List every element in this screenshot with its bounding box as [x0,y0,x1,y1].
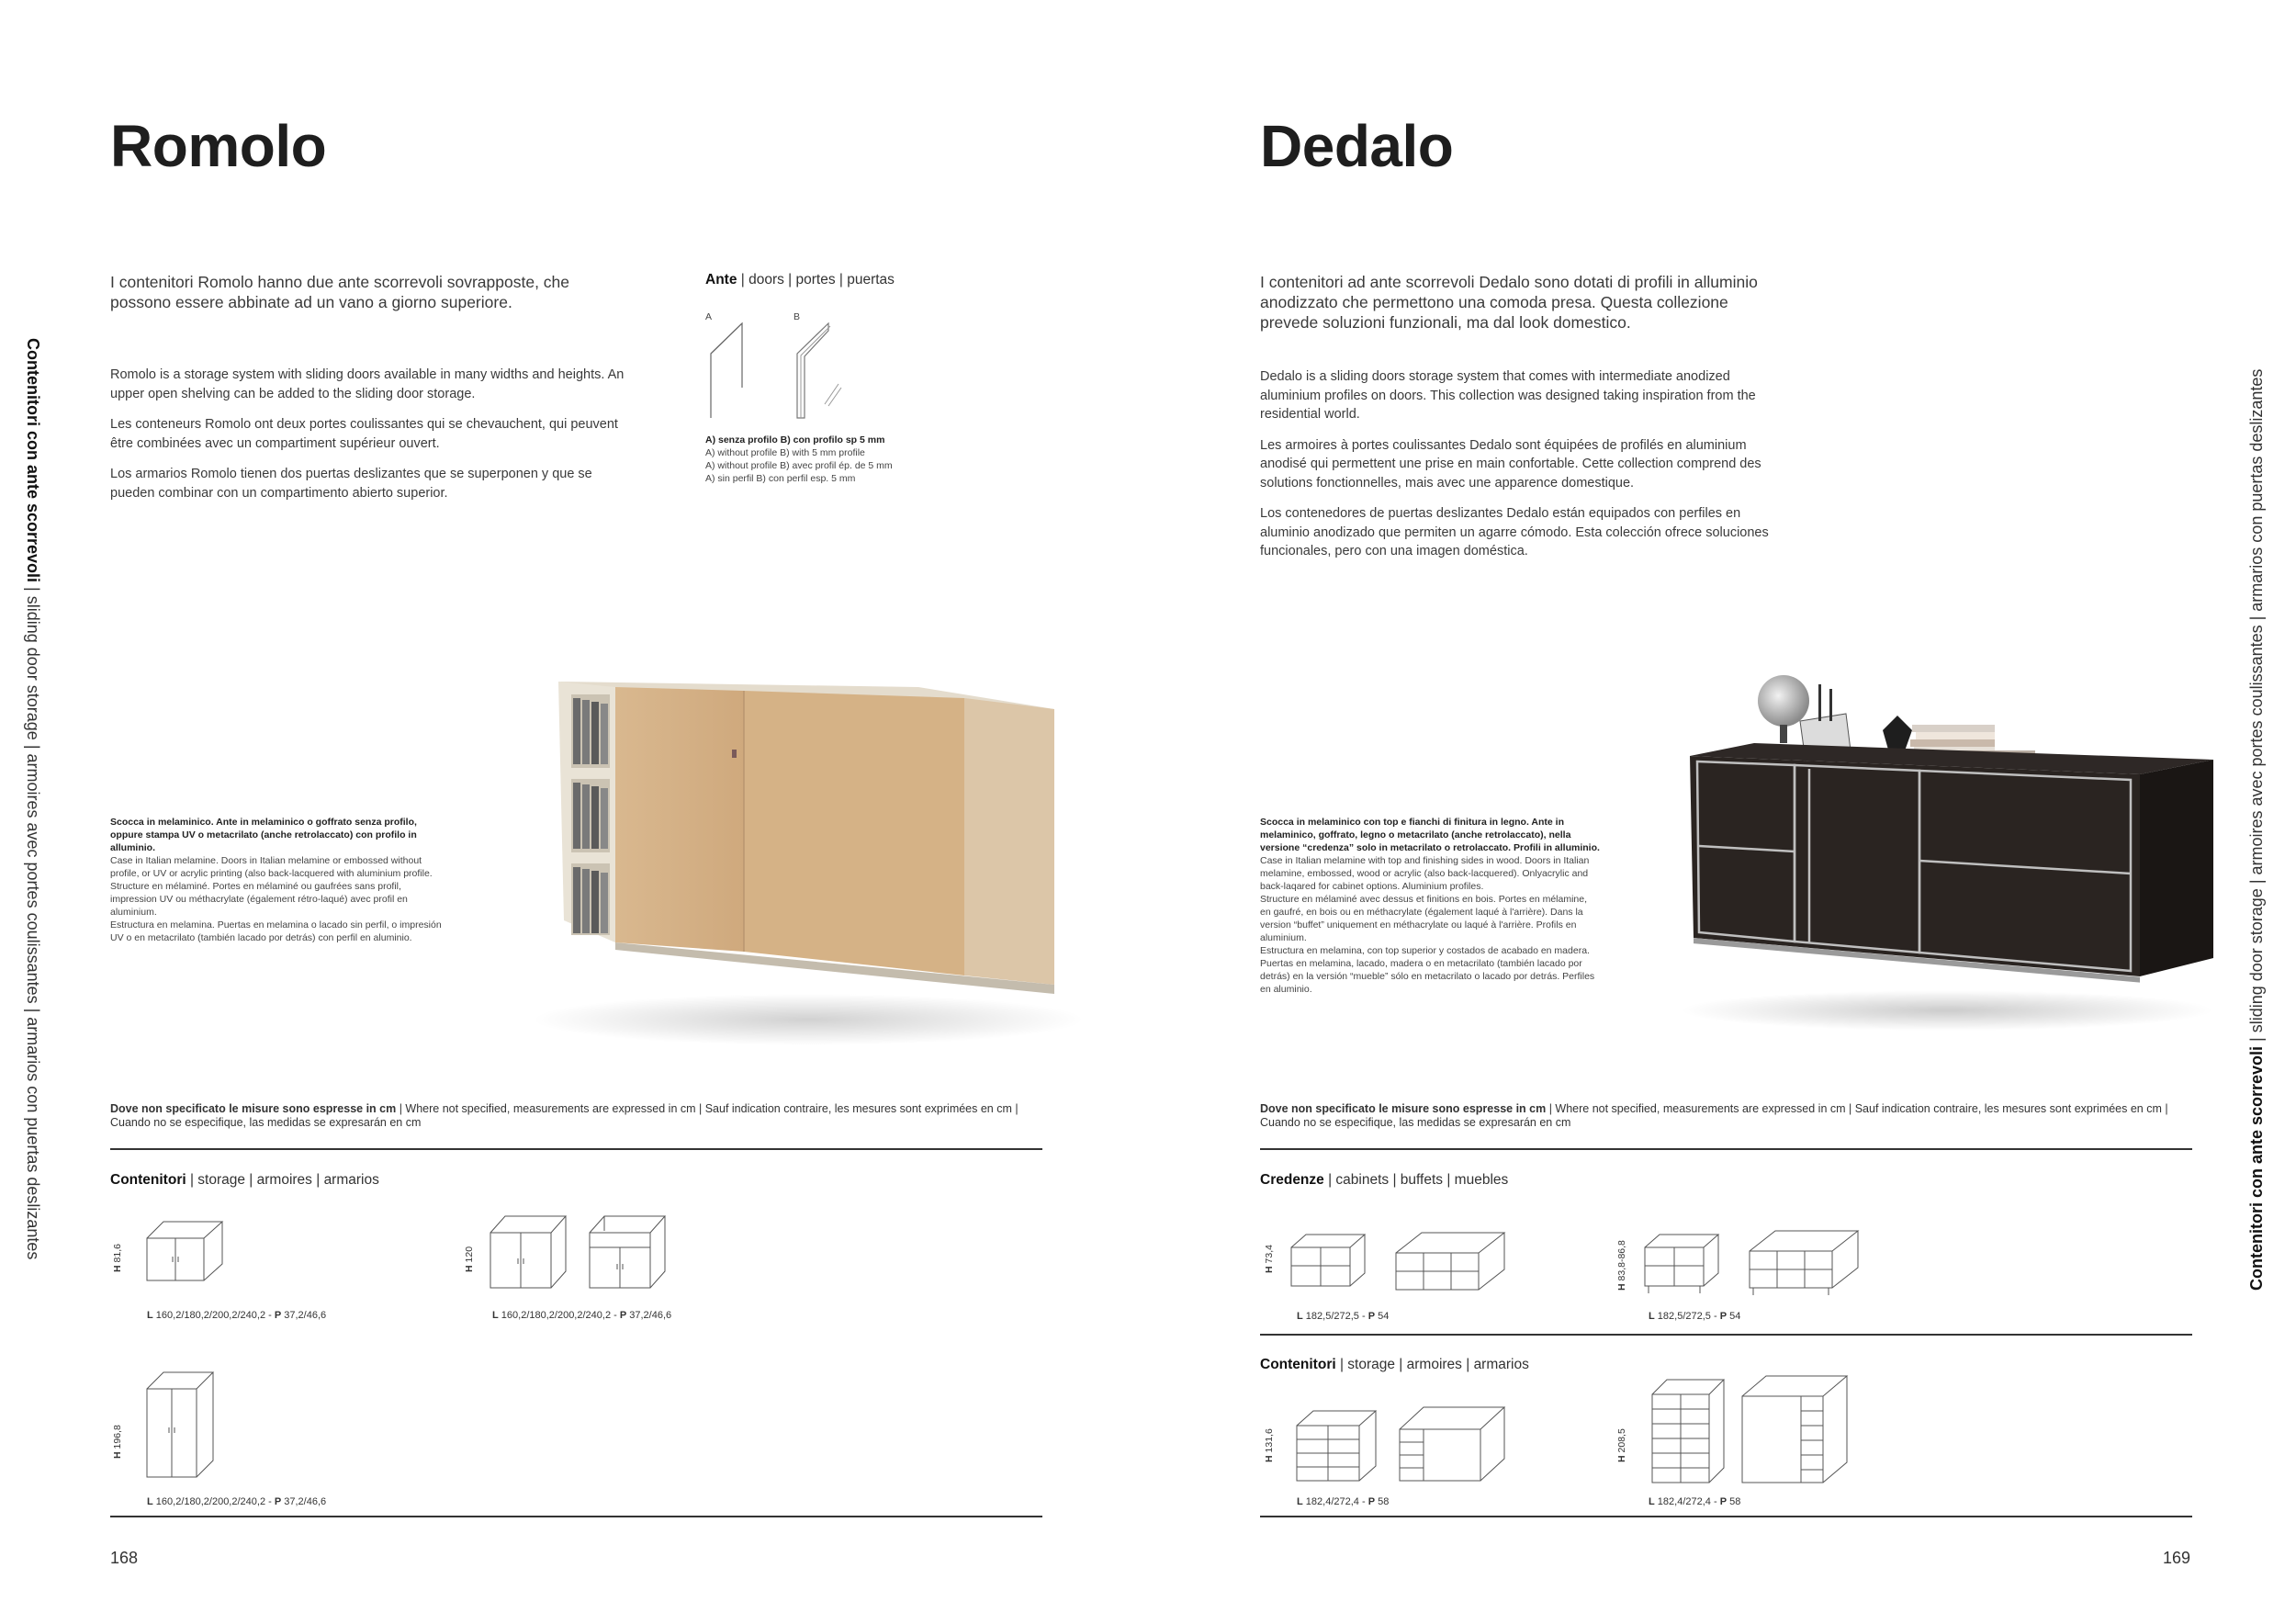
credenze-heading: Credenze | cabinets | buffets | muebles [1260,1172,1509,1188]
storage-unit-mid-drawings [485,1201,687,1293]
text-fr: Les armoires à portes coulissantes Dedalo sont équipées de profilés en aluminium anodisé qui permettent une prise en main confortable. Cette collection comprend des solutions fonctionnelles, mais avec une apparence domestique. [1260,437,1761,491]
storage-unit-drawings [1286,1387,1506,1488]
dedalo-finish-text: Scocca in melaminico con top e fianchi di finitura in legno. Ante in melaminico, goffrato, legno o metacrilato (anche retrolaccato), nella versione “credenza” solo in metacrilato o retrolaccato. Profili in alluminio. Case in Italian melamine with top and finishing sides in wood. Doors in Italian melamine, embossed, wood or acrylic (also back-lacquered). Onlyacrylic and back-laqared for cabinet options. Aluminium profiles. Structure en mélaminé avec dessus et finitions en bois. Portes en mélamine, en gaufré, en bois ou en méthacrylate (également laqué à l'arrière). Dans la version “buffet” uniquement en méthacrylate ou laqué à l'arrière. Profils en aluminium. Estructura en melamina, con top superior y costados de acabado en madera. Puertas en melamina, lacado, madera o en metacrilato (también lacado por detrás) en la versión “mueble” sólo en metacrilato o lacado por detrás. Perfiles en aluminio. [1260,817,1600,995]
dimension-label: L 182,5/272,5 - P 54 [1649,1311,1741,1322]
storage-heading-right: Contenitori | storage | armoires | armarios [1260,1357,1529,1372]
height-label: H 196,8 [112,1425,123,1459]
description-multilang [110,366,625,514]
measure-note-right: Dove non specificato le misure sono espresse in cm | Where not specified, measurements are expressed in cm | Sauf indication contraire, les mesures sont exprimées en cm | Cuando no se especifique, las medidas se expresarán en cm [1260,1102,2168,1129]
divider [110,1148,1042,1150]
romolo-product-image [533,661,1084,1047]
dimension-label: L 160,2/180,2/200,2/240,2 - P 37,2/46,6 [147,1496,327,1507]
dedalo-product-image [1671,666,2213,1033]
storage-unit-tall-drawing [140,1363,231,1483]
divider [110,1516,1042,1517]
dimension-label: L 160,2/180,2/200,2/240,2 - P 37,2/46,6 [147,1310,327,1321]
text-en: Romolo is a storage system with sliding doors available in many widths and heights. An upper open shelving can be added to the sliding door storage. [110,367,625,401]
door-profile-diagram [705,303,889,423]
door-label-a: A [705,311,713,322]
text-en: Dedalo is a sliding doors storage system that comes with intermediate anodized aluminium profiles on doors. This collection was designed taking inspiration from the residential world. [1260,369,1756,422]
dimension-label: L 182,5/272,5 - P 54 [1297,1311,1390,1322]
dimension-label: L 182,4/272,4 - P 58 [1297,1496,1390,1507]
measure-note-left: Dove non specificato le misure sono espresse in cm | Where not specified, measurements are expressed in cm | Sauf indication contraire, les mesures sont exprimées en cm | Cuando no se especifique, las medidas se expresarán en cm [110,1102,1019,1129]
page-number-right: 169 [2163,1549,2191,1567]
page-number-left: 168 [110,1549,139,1567]
dimension-label: L 160,2/180,2/200,2/240,2 - P 37,2/46,6 [492,1310,672,1321]
divider [1260,1148,2192,1150]
text-es: Los armarios Romolo tienen dos puertas deslizantes que se superponen y que se pueden combinar con un compartimento abierto superior. [110,467,592,501]
dimension-label: L 182,4/272,4 - P 58 [1649,1496,1741,1507]
door-label-b: B [793,311,801,322]
storage-unit-drawings [1639,1361,1860,1490]
divider [1260,1334,2192,1336]
height-label: H 131,6 [1264,1428,1275,1462]
credenza-drawings [1639,1214,1860,1297]
page-title-dedalo: Dedalo [1260,113,1454,179]
intro-text-it: I contenitori Romolo hanno due ante scorrevoli sovrapposte, che possono essere abbinate ad un vano a giorno superiore. [110,273,570,311]
page-title-romolo: Romolo [110,113,327,179]
side-label-left: Contenitori con ante scorrevoli | sliding door storage | armoires avec portes coulissantes | armarios con puertas deslizantes [24,338,42,1260]
intro-text-it: I contenitori ad ante scorrevoli Dedalo sono dotati di profili in alluminio anodizzato che permettono una comoda presa. Questa collezione prevede soluzioni funzionali, ma dal look domestico. [1260,273,1758,332]
description-multilang [1260,367,1774,573]
height-label: H 208,5 [1616,1428,1627,1462]
storage-heading-left: Contenitori | storage | armoires | armarios [110,1172,379,1188]
romolo-finish-text: Scocca in melaminico. Ante in melaminico o goffrato senza profilo, oppure stampa UV o metacrilato (anche retrolaccato) con profilo in alluminio. Case in Italian melamine. Doors in Italian melamine or embossed without profile, or UV or acrylic printing (also back-lacquered with aluminium profile. Structure en mélaminé. Portes en mélaminé ou gaufrées sans profil, impression UV ou méthacrylate (également rétro-laqué) avec profil en aluminium. Estructura en melamina. Puertas en melamina o lacado sin perfil, o impresión UV o en metacrilato (también lacado por detrás) con perfil en aluminio. [110,817,442,943]
side-label-right: Contenitori con ante scorrevoli | sliding door storage | armoires avec portes coulissantes | armarios con puertas deslizantes [2247,368,2266,1291]
storage-unit-low-drawing [140,1212,231,1286]
height-label: H 83,8-86,8 [1616,1240,1627,1291]
text-fr: Les conteneurs Romolo ont deux portes coulissantes qui se chevauchent, qui peuvent être combinées avec un compartiment supérieur ouvert. [110,417,618,451]
credenza-drawings [1286,1222,1506,1295]
height-label: H 120 [464,1246,475,1272]
divider [1260,1516,2192,1517]
ante-caption: A) senza profilo B) con profilo sp 5 mm A) without profile B) with 5 mm profile A) without profile B) avec profil ép. de 5 mm A) sin perfil B) con perfil esp. 5 mm [705,434,893,484]
ante-heading: Ante | doors | portes | puertas [705,272,895,288]
height-label: H 73,4 [1264,1245,1275,1273]
height-label: H 81,6 [112,1244,123,1272]
text-es: Los contenedores de puertas deslizantes Dedalo están equipados con perfiles en aluminio anodizado que permiten un agarre cómodo. Esta colección ofrece soluciones funcionales, pero con una imagen doméstica. [1260,506,1769,558]
